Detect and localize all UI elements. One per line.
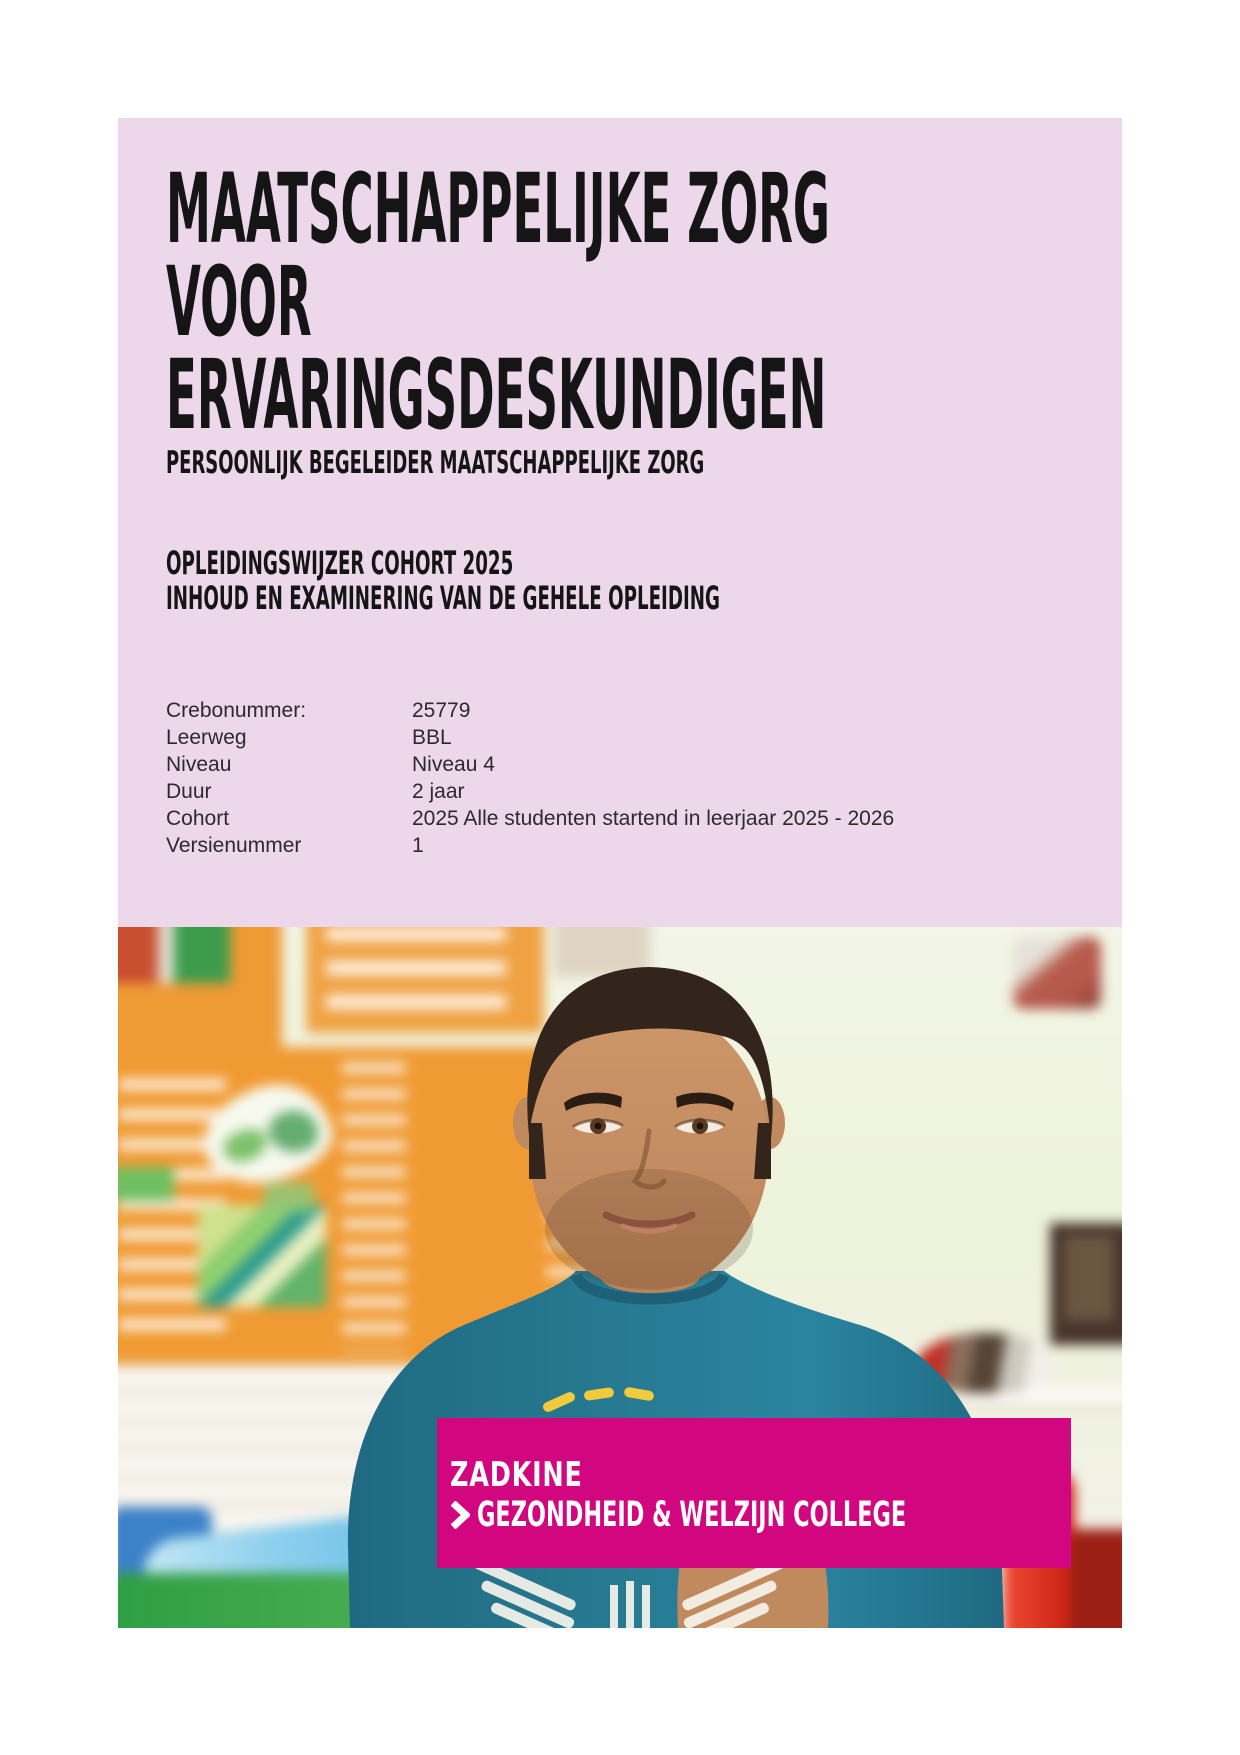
title-line — [166, 339, 1082, 451]
cover-panel — [118, 118, 1122, 927]
meta-row-leerweg — [166, 724, 1082, 751]
meta-row-versienummer — [166, 832, 1082, 859]
meta-value: 2 jaar — [412, 780, 465, 803]
right-pupil — [697, 1123, 704, 1130]
subtitle-text: PERSOONLIJK BEGELEIDER MAATSCHAPPELIJKE ZORG — [166, 445, 705, 481]
brand-wordmark-row — [450, 1455, 1071, 1495]
edition-line-1: OPLEIDINGSWIJZER COHORT 2025 — [166, 544, 514, 582]
edition-line-2: INHOUD EN EXAMINERING VAN DE GEHELE OPLEIDING — [166, 579, 720, 617]
meta-value: Niveau 4 — [412, 753, 495, 776]
meta-value: 1 — [412, 834, 424, 857]
brand-wordmark: ZADKINE — [450, 1455, 583, 1495]
subtitle — [166, 445, 1082, 481]
edition-heading — [166, 546, 1082, 616]
meta-row-niveau — [166, 751, 1082, 778]
chevron-right-icon — [450, 1501, 470, 1529]
meta-label: Crebonummer: — [166, 699, 307, 722]
meta-label: Leerweg — [166, 726, 247, 749]
edition-line — [166, 581, 1082, 616]
meta-label: Versienummer — [166, 834, 302, 857]
title-line — [166, 246, 1082, 358]
title-line-2: VOOR — [166, 246, 312, 358]
meta-label: Niveau — [166, 753, 232, 776]
meta-row-cohort — [166, 805, 1082, 832]
meta-label: Duur — [166, 780, 212, 803]
meta-row-duur — [166, 778, 1082, 805]
title-line-3: ERVARINGSDESKUNDIGEN — [166, 339, 827, 451]
edition-line — [166, 546, 1082, 581]
college-name-row — [450, 1496, 1071, 1534]
meta-row-crebonummer — [166, 697, 1082, 724]
meta-value: 2025 Alle studenten startend in leerjaar 2025 - 2026 — [412, 807, 895, 830]
page-title — [166, 153, 1082, 451]
meta-label: Cohort — [166, 807, 230, 830]
meta-value: BBL — [412, 726, 452, 749]
meta-table — [166, 697, 1082, 859]
college-banner — [437, 1418, 1071, 1568]
college-name: GEZONDHEID & WELZIJN COLLEGE — [477, 1495, 907, 1535]
title-line — [166, 153, 1082, 265]
left-pupil — [595, 1123, 602, 1130]
title-line-1: MAATSCHAPPELIJKE ZORG — [166, 153, 830, 265]
meta-value: 25779 — [412, 699, 471, 722]
